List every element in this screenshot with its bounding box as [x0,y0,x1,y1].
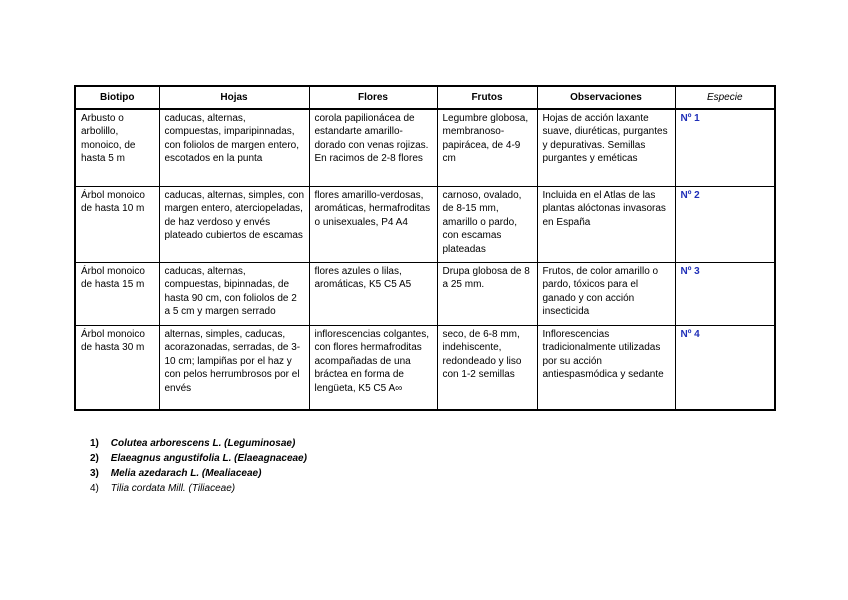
cell-frutos: seco, de 6-8 mm, indehiscente, redondeado y liso con 1-2 semillas [437,326,537,411]
table-header-row [75,86,775,109]
cell-frutos: carnoso, ovalado, de 8-15 mm, amarillo o pardo, con escamas plateadas [437,187,537,263]
cell-flores: corola papilionácea de estandarte amarillo-dorado con venas rojizas. En racimos de 2-8 flores [309,109,437,187]
cell-especie: Nº 3 [675,263,775,326]
cell-frutos: Legumbre globosa, membranoso-papirácea, de 4-9 cm [437,109,537,187]
cell-flores: inflorescencias colgantes, con flores hermafroditas acompañadas de una bráctea en forma de lengüeta, K5 C5 A∞ [309,326,437,411]
table-row [75,109,775,187]
list-item-species-name: Elaeagnus angustifolia L. (Elaeagnaceae) [110,453,307,464]
table-row [75,326,775,411]
list-item-number: 3) [90,468,99,479]
header-biotipo: Biotipo [75,86,159,109]
cell-especie: Nº 4 [675,326,775,411]
list-item-number: 1) [90,438,99,449]
cell-biotipo: Arbusto o arbolillo, monoico, de hasta 5 m [75,109,159,187]
list-item [90,481,307,496]
cell-hojas: caducas, alternas, simples, con margen entero, aterciopeladas, de haz verdoso y envés plateado cubiertos de escamas [159,187,309,263]
list-item [90,466,307,481]
header-flores: Flores [309,86,437,109]
header-frutos: Frutos [437,86,537,109]
cell-especie: Nº 1 [675,109,775,187]
cell-biotipo: Árbol monoico de hasta 15 m [75,263,159,326]
cell-especie: Nº 2 [675,187,775,263]
header-observaciones: Observaciones [537,86,675,109]
table-row [75,263,775,326]
list-item [90,436,307,451]
table-row [75,187,775,263]
cell-observaciones: Incluida en el Atlas de las plantas alóctonas invasoras en España [537,187,675,263]
species-name-list [90,436,307,496]
cell-flores: flores azules o lilas, aromáticas, K5 C5 A5 [309,263,437,326]
species-comparison-table [74,85,776,411]
header-hojas: Hojas [159,86,309,109]
list-item-species-name: Colutea arborescens L. (Leguminosae) [110,438,296,449]
cell-hojas: caducas, alternas, compuestas, imparipinnadas, con foliolos de margen entero, escotados en la punta [159,109,309,187]
cell-biotipo: Árbol monoico de hasta 10 m [75,187,159,263]
header-especie: Especie [675,86,775,109]
list-item-species-name: Melia azedarach L. (Mealiaceae) [110,468,262,479]
list-item [90,451,307,466]
list-item-number: 2) [90,453,99,464]
cell-observaciones: Inflorescencias tradicionalmente utilizadas por su acción antiespasmódica y sedante [537,326,675,411]
cell-hojas: alternas, simples, caducas, acorazonadas, serradas, de 3-10 cm; lampiñas por el haz y con pelos herrumbrosos por el envés [159,326,309,411]
list-item-species-name: Tilia cordata Mill. (Tiliaceae) [110,483,236,494]
cell-observaciones: Hojas de acción laxante suave, diuréticas, purgantes y depurativas. Semillas purgantes y eméticas [537,109,675,187]
cell-hojas: caducas, alternas, compuestas, bipinnadas, de hasta 90 cm, con foliolos de 2 a 5 cm y margen serrado [159,263,309,326]
cell-flores: flores amarillo-verdosas, aromáticas, hermafroditas o unisexuales, P4 A4 [309,187,437,263]
list-item-number: 4) [90,483,99,494]
cell-observaciones: Frutos, de color amarillo o pardo, tóxicos para el ganado y con acción insecticida [537,263,675,326]
cell-frutos: Drupa globosa de 8 a 25 mm. [437,263,537,326]
cell-biotipo: Árbol monoico de hasta 30 m [75,326,159,411]
